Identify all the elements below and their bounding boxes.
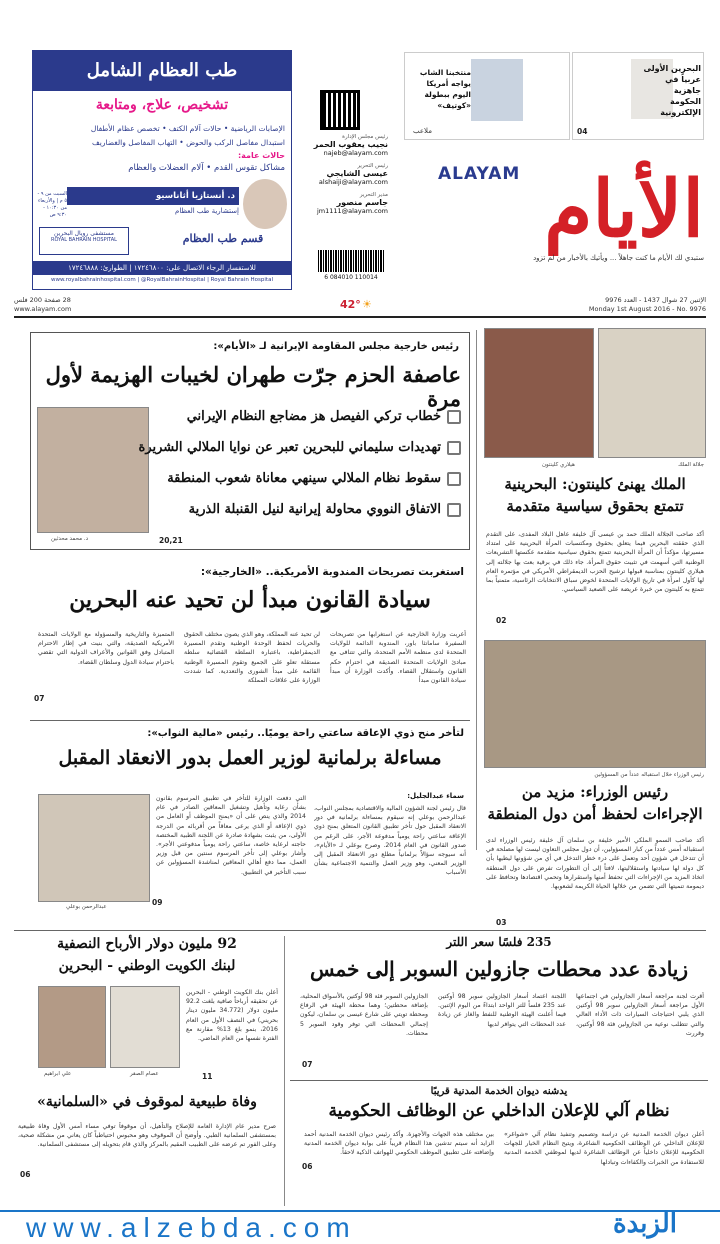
headline[interactable]: الإجراءات لحفظ أمن دول المنطقة [487, 805, 703, 823]
article-col: أعلن ديوان الخدمة المدنية عن دراسة وتصميم وتنفيذ نظام آلي «شواغر» للإعلان الداخلي عن الوظائف الحكومية الشاغرة، ويتيح النظام الخيار للجهات الحكومية للإعلان داخلياً عن الوظائف الشاغرة لديها لموظفي الخدمة المدنية للاستفادة من الخبرات والكفاءات وتبادلها [504, 1131, 704, 1166]
ad-hours: السبت من ٩ - ٥ م | والأربعاء من ١٠:٣٠ - ٩:٣٠ ص [37, 191, 67, 218]
article-col: لن تحيد عنه المملكة، وهو الذي يصون مختلف الحقوق والحريات لحفظ الوحدة الوطنية وتقدم المسيرة الديمقراطية، باعتباره السلطة القضائية سلطة مستقلة تعلو على الجميع وتقوم المسيرة الوطنية القائمة على مبدأ الشورى والتعددية. كما شددت الوزارة على علاقات المملكة [184, 631, 320, 685]
caption-essam: عصام الصقر [130, 1071, 159, 1077]
teaser-photo [471, 59, 523, 121]
staff-email[interactable]: alshaiji@alayam.com [318, 178, 388, 186]
headline[interactable]: وفاة طبيعية لموقوف في «السلمانية» [37, 1094, 257, 1110]
civil-service-story[interactable] [290, 1080, 708, 1176]
barcode [318, 250, 384, 272]
article-body: صرح مدير عام الإدارة العامة للإصلاح والتأهيل، أن موقوفاً توفي مساء أمس الأول وفاة طبيعية بمستشفى السلمانية الطبي. وأوضح أن الموقوف وهو محبوس احتياطياً كان يعاني من مشكلة صحية، وعلى الفور تم عرضه على الطبيب المقيم بالمركز والذي قام بتحويله إلى مستشفى السلمانية. [18, 1123, 276, 1149]
fuel-story[interactable] [290, 936, 708, 1076]
ad-contact: للاستفسار الرجاء الاتصال على: ١٧٢٤٦٨٠٠ | الطوارئ: ١٧٢٤٦٨٨٨ [33, 261, 291, 275]
staff-role: رئيس مجلس الإدارة [342, 134, 388, 140]
date-en: Monday 1st August 2016 - No. 9976 [588, 305, 706, 313]
law-story[interactable] [30, 566, 470, 716]
logo: الأيام [544, 164, 704, 255]
teaser-text: البحرين الأولى عربياً في جاهزية الحكومة الإلكترونية [643, 64, 701, 117]
headline[interactable]: سيادة القانون مبدأ لن تحيد عنه البحرين [69, 587, 431, 613]
logo-block [414, 150, 710, 280]
bullet-icon [447, 503, 461, 517]
kicker: 92 مليون دولار الأرباح النصفية [57, 936, 237, 952]
kicker: 235 فلسًا سعر اللتر [446, 935, 552, 949]
minister-story[interactable] [482, 640, 708, 930]
staff-name: جاسم منصور [336, 198, 388, 207]
bullet-text: الاتفاق النووي محاولة إيرانية لنيل القنبلة الذرية [188, 502, 441, 517]
photo-king [598, 328, 706, 458]
ad-dept: قسم طب العظام [182, 232, 264, 245]
article-col: المتميزة والتاريخية والمسؤولة مع الولايات المتحدة الأمريكية الصديقة، والتي بنيت في إطار الاحترام المتبادل وفق القوانين والأعراف الدولية التي تقضي باحترام سيادة الدول وسلطان القضاء. [38, 631, 174, 666]
divider [14, 930, 706, 931]
ad-general-label: حالات عامة: [237, 151, 285, 160]
ad-service: استبدال مفاصل الركب والحوض • التهاب المفاصل والغضاريف [92, 138, 285, 147]
price: 28 صفحة 200 فلس [14, 296, 71, 304]
staff-role: مدير التحرير [359, 192, 388, 198]
staff-role: رئيس التحرير [357, 163, 388, 169]
hospital-ad[interactable] [32, 50, 292, 290]
ad-general: مشاكل تقوس القدم • آلام العضلات والعظام [128, 163, 285, 173]
bullet-text: خطاب تركي الفيصل هز مضاجع النظام الإيراني [186, 409, 441, 424]
caption: رئيس الوزراء خلال استقباله عدداً من المسؤولين [594, 772, 704, 778]
headline[interactable]: زيادة عدد محطات جازولين السوبر إلى خمس [309, 957, 689, 981]
photo-essam [110, 986, 180, 1068]
divider [290, 1080, 708, 1081]
headline[interactable]: تتمتع بحقوق سياسية متقدمة [506, 497, 684, 515]
doctor-photo [243, 179, 287, 229]
article-col: اللجنة اعتماد أسعار الجازولين سوبر 98 أوكتين عند 235 فلساً للتر الواحد ابتداءً من اليوم الإثنين. فيما أعلنت الهيئة الوطنية للنفط والغاز عن زيادة عدد المحطات التي يتوافر لديها [438, 993, 566, 1028]
headline[interactable]: الملك يهنئ كلينتون: البحرينية [504, 475, 686, 493]
column-divider [284, 936, 285, 1206]
bullet-item[interactable] [151, 502, 461, 533]
headline[interactable]: مساءلة برلمانية لوزير العمل بدور الانعقاد المقبل [58, 747, 442, 769]
death-story[interactable] [14, 1094, 280, 1206]
king-story[interactable] [482, 328, 708, 628]
photo-mohaddessin [37, 407, 149, 533]
hospital-name: مستشفى رويال البحرين [54, 230, 114, 237]
barcode-number: 6 084010 110014 [324, 274, 378, 281]
caption: عبدالرحمن بوعلي [66, 904, 107, 910]
caption-ali: علي ابراهيم [44, 1071, 72, 1077]
page-ref[interactable]: 09 [152, 898, 163, 907]
caption-clinton: هيلاري كلينتون [542, 462, 575, 468]
divider [14, 316, 706, 318]
divider [30, 720, 470, 721]
article-body: أعلن بنك الكويت الوطني - البحرين عن تحقيقه أرباحاً صافية بلغت 92.2 مليون دولار (34.772 مليون دينار بحريني) في النصف الأول من العام 2016، بنمو بلغ 13% مقارنة مع الفترة نفسها من العام الماضي. [186, 989, 278, 1043]
article-col: التي دفعت الوزارة للتأخر في تطبيق المرسوم بقانون بشأن رعاية وتأهيل وتشغيل المعاقين الصادر في عام 2014 والذي ينص على أن «يمنح الموظف أو العامل من ذوي الإعاقة أو الذي يرعى معاقاً من أقربائه من الدرجة الأولى، من يثبت بشهادة صادرة عن اللجنة الطبية المختصة حاجته لرعاية خاصة، ساعتي راحة يومياً مدفوعتي الأجر». وأشار بوعلي إلى تأخر المرسوم سنتين من قبل وزير العمل، مما دفع أهالي المعاقين لمناشدة المسؤولين عن سبب التأخير في التطبيق. [156, 795, 306, 876]
website[interactable]: www.alayam.com [14, 305, 72, 313]
photo-bualai [38, 794, 150, 902]
bullet-text: سقوط نظام الملالي سينهي معاناة شعوب المنطقة [167, 471, 441, 486]
footer-logo[interactable]: الزبدة [613, 1209, 677, 1239]
headline[interactable]: عاصفة الحزم جرّت طهران لخيبات الهزيمة لأول مرة [45, 362, 461, 412]
footer-band [0, 1210, 720, 1243]
staff-name: عيسى الشايجي [326, 169, 388, 178]
page-ref[interactable]: 06 [302, 1162, 313, 1171]
headline[interactable]: رئيس الوزراء: مزيد من [521, 783, 669, 801]
iran-story[interactable] [30, 332, 470, 550]
qr-code[interactable] [320, 90, 360, 130]
bullet-icon [447, 410, 461, 424]
teaser-football[interactable] [404, 52, 570, 140]
ad-doctor-role: إستشارية طب العظام [175, 207, 239, 215]
section-label: ملاعب [413, 127, 432, 135]
byline: سماء عبدالجليل: [407, 792, 464, 800]
bullet-icon [447, 441, 461, 455]
footer-url[interactable]: www.alzebda.com [26, 1212, 357, 1243]
kicker: لتأخر منح ذوي الإعاقة ساعتي راحة يوميًا.. رئيس «مالية النواب»: [147, 728, 464, 739]
page-ref[interactable]: 11 [202, 1072, 213, 1081]
ad-tagline: تشخيص، علاج، ومتابعة [95, 97, 229, 113]
article-col: الجازولين السوبر فئة 98 أوكتين بالأسواق المحلية، بإضافة محطتين؛ وهما محطة الهيئة في الرفاع ومحطة تويتي على شارع عيسى بن سلمان، ليكون إجمالي المحطات التي توفر وقود السوبر 5 محطات. [300, 993, 428, 1037]
hospital-logo [39, 227, 129, 255]
staff-name: نجيب يعقوب الحمر [313, 140, 388, 149]
date-ar: الإثنين 27 شوال 1437 - العدد 9976 [605, 296, 706, 304]
page-ref[interactable]: 06 [20, 1170, 31, 1179]
bullet-list [138, 409, 461, 533]
slogan: ستبدي لك الأيام ما كنت جاهلاً ... ويأتيك بالأخبار من لم تزود [533, 254, 704, 262]
teaser-page: 04 [577, 127, 588, 136]
bullet-icon [447, 472, 461, 486]
weather-temp: 42° [340, 298, 361, 311]
masthead [0, 0, 720, 318]
headline[interactable]: نظام آلي للإعلان الداخلي عن الوظائف الحكومية [328, 1101, 670, 1121]
logo-latin: ALAYAM [438, 164, 521, 184]
headline[interactable]: لبنك الكويت الوطني - البحرين [58, 958, 236, 974]
bullet-item[interactable] [151, 471, 461, 502]
page-ref[interactable]: 20,21 [159, 536, 183, 545]
page-ref[interactable]: 03 [496, 918, 507, 927]
page-ref[interactable]: 07 [34, 694, 45, 703]
teaser-egov[interactable] [572, 52, 704, 140]
photo-pm [484, 640, 706, 768]
bullet-item[interactable] [138, 440, 461, 471]
teaser-text: منتخبنا الشاب يواجه أمريكا اليوم ببطولة «كوتيف» [419, 68, 471, 110]
kicker: يدشنه ديوان الخدمة المدنية قريبًا [430, 1086, 568, 1097]
article-body: أكد صاحب الجلالة الملك حمد بن عيسى آل خليفة عاهل البلاد المفدى، على التقدم الذي حققته البحرين فيما يتعلق بحقوق ومكتسبات المرأة البحرينية على امتداد مسيرتها، مؤكداً أن المرأة البحرينية تتمتع بحقوق سياسية متقدمة عكستها التشريعات الوطنية التي أسهمت في تثبيت حقوق المرأة. جاء ذلك في برقية بعث بها جلالته إلى هيلاري كلينتون بمناسبة قبولها ترشيح الحزب الديمقراطي الأمريكي في مؤتمره العام لها كأول امرأة في تاريخ الولايات المتحدة لخوض سباق الانتخابات الرئاسية، متمنياً بما تتمتع به كلينتون من خبرة عريضة على الصعيد السياسي. [486, 531, 704, 594]
article-body: أكد صاحب السمو الملكي الأمير خليفة بن سلمان آل خليفة رئيس الوزراء لدى استقباله أمس عدداً من كبار المسؤولين، أن دول مجلس التعاون ليست لها مصلحة في أن تتدخل في شؤون أحد وتعمل على درء خطر التدخل في أي من شؤونها ليطيها بأن كل دولة لها سيادتها واستقلاليتها، لافتاً إلى أن التطورات تفرض على دول المنطقة اتخاذ المزيد من الإجراءات التي تحفظ أمنها واستقرارها وتحمي اقتصادها وتحافظ على ديمومة تنميتها التي تضمن من خلالها الحياة الكريمة لشعوبها. [486, 837, 704, 891]
ad-social: www.royalbahrainhospital.com | @RoyalBahrainHospital | Royal Bahrain Hospital [51, 277, 273, 283]
kicker: رئيس خارجية مجلس المقاومة الإيرانية لـ «الأيام»: [213, 341, 459, 352]
caption: د. محمد محدثين [51, 536, 89, 542]
kicker: استغربت تصريحات المندوبة الأمريكية.. «الخارجية»: [200, 566, 464, 578]
article-col: أعربت وزارة الخارجية عن استغرابها من تصريحات السفيرة سامانثا باور، المندوبة الدائمة للولايات المتحدة لدى منظمة الأمم المتحدة، والتي تتنافى مع مبادئ الولايات المتحدة الصديقة في احترام حكم القانون واستقلال القضاء. وأكدت الوزارة أن مبدأ سيادة القانون مبدأ [330, 631, 466, 685]
photo-ali [38, 986, 106, 1068]
bullet-text: تهديدات سليماني للبحرين تعبر عن نوايا الملالي الشريرة [138, 440, 441, 455]
staff-list [300, 134, 388, 215]
caption-king: جلالة الملك [678, 462, 704, 468]
article-col: بين مختلف هذه الجهات والأجهزة. وأكد رئيس ديوان الخدمة المدنية أحمد الزايد أنه سيتم تدشين هذا النظام قريباً على بوابة ديوان الخدمة المدنية وإضافته على تطبيق الموظف الحكومي للهواتف الذكية لاحقاً. [304, 1131, 494, 1157]
ad-doctor: د. أنستازيا أثاناسيو [67, 187, 239, 205]
article-col: أقرت لجنة مراجعة أسعار الجازولين في اجتماعها الأول مراجعة أسعار الجازولين سوبر 98 أوكتين الذي يلبي احتياجات السيارات ذات الأداء العالي والتي تتطلب نوعية من الجازولين فئة 98 أوكتين، وقررت [576, 993, 704, 1037]
hospital-name-en: ROYAL BAHRAIN HOSPITAL [51, 237, 117, 243]
column-divider [476, 330, 477, 850]
staff-email[interactable]: najeb@alayam.com [323, 149, 388, 157]
page-ref[interactable]: 02 [496, 616, 507, 625]
page-ref[interactable]: 07 [302, 1060, 313, 1069]
bank-story[interactable] [14, 936, 280, 1084]
article-col: قال رئيس لجنة الشؤون المالية والاقتصادية بمجلس النواب، عبدالرحمن بوعلي إنه سيقوم بمساءلة برلمانية في دور الانعقاد المقبل حول تأخر تطبيق القانون المتعلق بمنح ذوي الإعاقة ساعتي راحة يومياً مدفوعة الأجر، على الرغم من صدور القانون في العام 2014. وصرح بوعلي لـ «الأيام»، أنه سيوجه سؤالاً برلمانياً مطلع دور الانعقاد المقبل إلى الوزير المعني، وهو وزير العمل والتنمية الاجتماعية بشأن الأسباب [314, 805, 466, 877]
ad-title: طب العظام الشامل [33, 51, 291, 91]
bullet-item[interactable] [151, 409, 461, 440]
staff-email[interactable]: jm1111@alayam.com [316, 207, 388, 215]
ad-service: الإصابات الرياضية • حالات آلام الكتف • تخصص عظام الأطفال [90, 124, 285, 133]
photo-clinton [484, 328, 594, 458]
sun-icon: ☀ [362, 298, 372, 311]
parliament-story[interactable] [30, 720, 470, 926]
